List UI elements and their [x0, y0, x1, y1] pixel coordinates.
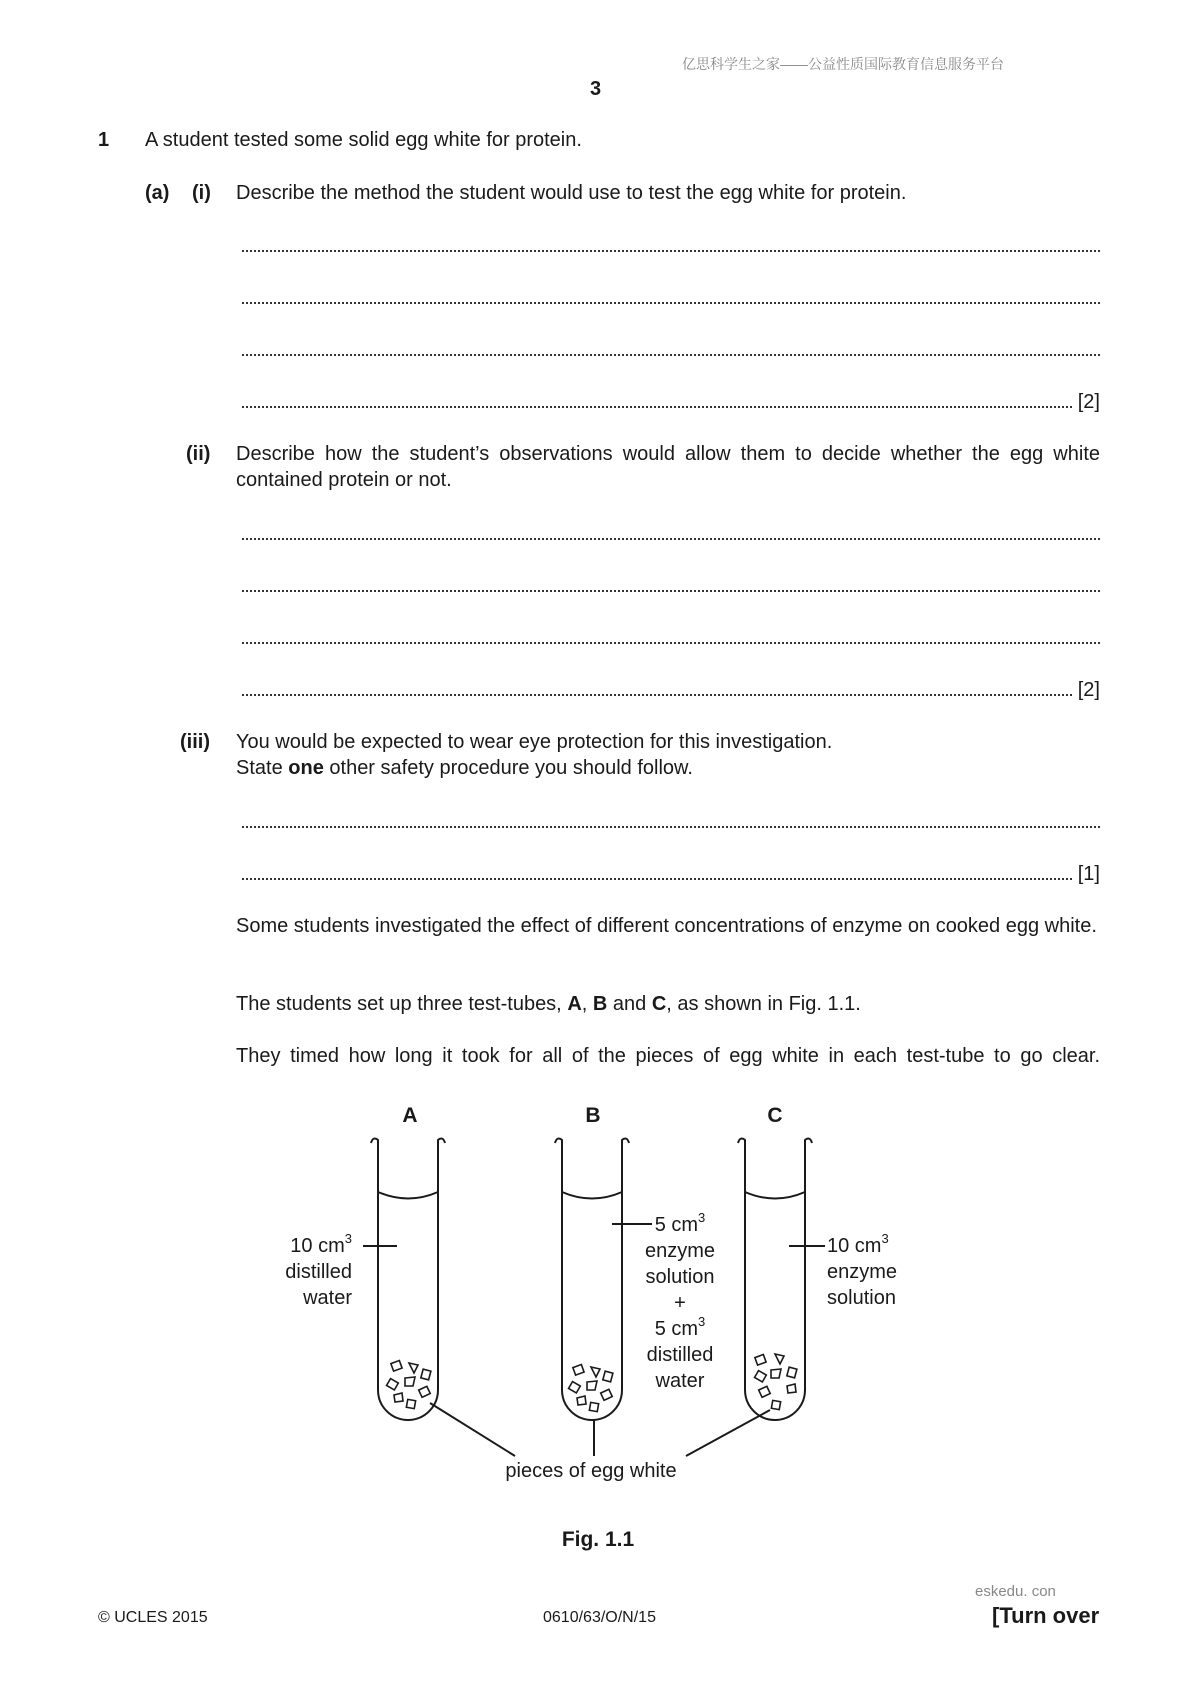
label-tube-b	[645, 1210, 715, 1392]
label-line: distilled	[285, 1261, 352, 1283]
part-iii-label: (iii)	[180, 731, 210, 753]
label-line: solution	[827, 1287, 896, 1309]
answer-line[interactable]	[242, 388, 1100, 416]
superscript: 3	[881, 1231, 889, 1246]
intro-paragraph-3: They timed how long it took for all of the pieces of egg white in each test-tube to go clear.	[236, 1045, 1100, 1067]
superscript: 3	[698, 1210, 706, 1225]
emphasis-one: one	[288, 757, 324, 779]
part-ii-text: Describe how the student’s observations would allow them to decide whether the egg white contained protein or not.	[236, 443, 1100, 491]
question-stem: A student tested some solid egg white for protein.	[145, 129, 582, 151]
pieces-of-egg-white-label: pieces of egg white	[505, 1460, 677, 1482]
label-line: distilled	[646, 1344, 714, 1366]
mark-allocation: [1]	[1076, 860, 1100, 888]
paper-code: 0610/63/O/N/15	[543, 1609, 656, 1626]
intro-paragraph-1: Some students investigated the effect of different concentrations of enzyme on cooked egg white.	[236, 915, 1097, 937]
label-line: enzyme	[644, 1240, 716, 1262]
egg-white-pieces	[569, 1365, 613, 1412]
answer-line[interactable]	[242, 232, 1100, 260]
label-line: water	[303, 1287, 352, 1309]
tube-ref-b: B	[592, 993, 608, 1015]
part-i-text: Describe the method the student would use to test the egg white for protein.	[236, 182, 907, 204]
answer-line[interactable]	[242, 336, 1100, 364]
leader-line	[430, 1403, 515, 1456]
part-i-label: (i)	[192, 182, 211, 204]
turn-over: [Turn over	[992, 1603, 1100, 1628]
egg-white-pieces	[387, 1361, 431, 1409]
volume-label: 5 cm	[654, 1318, 699, 1340]
answer-line[interactable]	[242, 624, 1100, 652]
answer-line[interactable]	[242, 808, 1100, 836]
svg-text:5 cm3	[655, 1314, 706, 1340]
tube-ref-a: A	[567, 993, 582, 1015]
tube-label-b: B	[585, 1104, 601, 1127]
watermark: eskedu. con	[975, 1583, 1056, 1600]
test-tube-b	[555, 1139, 652, 1420]
answer-line[interactable]	[242, 572, 1100, 600]
leader-line	[686, 1410, 770, 1456]
volume-label: 10 cm	[290, 1235, 345, 1257]
figure-caption: Fig. 1.1	[561, 1528, 635, 1551]
site-header: 亿思科学生之家——公益性质国际教育信息服务平台	[682, 56, 1004, 72]
tube-label-c: C	[767, 1104, 783, 1127]
volume-label: 5 cm	[654, 1214, 699, 1236]
label-tube-c	[827, 1231, 897, 1309]
question-number: 1	[98, 129, 110, 151]
answer-line[interactable]	[242, 284, 1100, 312]
answer-line[interactable]	[242, 676, 1100, 704]
answer-line[interactable]	[242, 860, 1100, 888]
egg-white-pieces	[755, 1354, 797, 1410]
label-line: solution	[645, 1266, 715, 1288]
label-plus: +	[674, 1292, 686, 1314]
text-run: The students set up three test-tubes,	[236, 993, 568, 1015]
copyright: © UCLES 2015	[98, 1609, 208, 1626]
part-a-label: (a)	[145, 182, 170, 204]
part-iii-line1: You would be expected to wear eye protection for this investigation.	[236, 731, 833, 753]
tube-ref-c: C	[651, 993, 667, 1015]
volume-label: 10 cm	[827, 1235, 882, 1257]
mark-allocation: [2]	[1076, 388, 1100, 416]
answer-line[interactable]	[242, 520, 1100, 548]
page-number: 3	[590, 78, 602, 100]
text-run: ,	[581, 993, 593, 1015]
label-line: enzyme	[827, 1261, 898, 1283]
svg-text:5 cm3	[655, 1210, 706, 1236]
text-run: , as shown in Fig. 1.1.	[666, 993, 861, 1015]
superscript: 3	[344, 1231, 352, 1246]
text-run: and	[607, 993, 652, 1015]
label-line: water	[655, 1370, 705, 1392]
text-run: State	[236, 757, 289, 779]
svg-text:10 cm3	[827, 1231, 889, 1257]
part-ii-label: (ii)	[186, 443, 211, 465]
part-iii-line2	[236, 755, 693, 781]
mark-allocation: [2]	[1076, 676, 1100, 704]
intro-paragraph-2	[236, 991, 861, 1017]
text-run: other safety procedure you should follow.	[323, 757, 693, 779]
test-tube-a	[363, 1139, 445, 1420]
test-tube-c	[738, 1139, 825, 1420]
svg-text:10 cm3	[290, 1231, 352, 1257]
tube-label-a: A	[402, 1104, 418, 1127]
label-tube-a	[285, 1231, 352, 1309]
superscript: 3	[698, 1314, 706, 1329]
